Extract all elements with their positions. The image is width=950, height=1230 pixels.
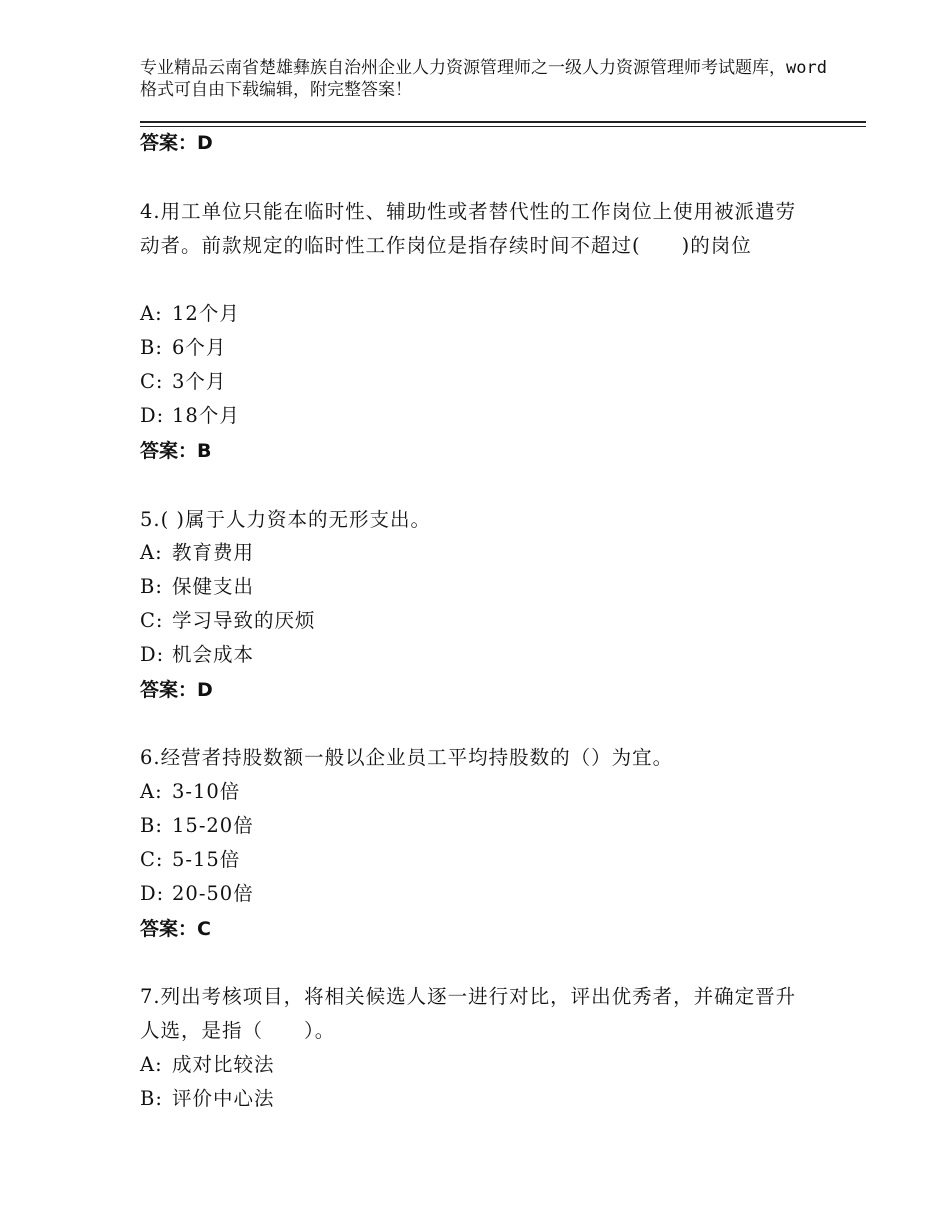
- option-text: 教育费用: [172, 541, 255, 564]
- answer-q5: 答案：D: [140, 679, 213, 701]
- question-4-option-b: [140, 336, 226, 360]
- answer-q3: 答案：D: [140, 132, 213, 154]
- option-label: A:: [140, 302, 163, 325]
- question-7-text: 7.列出考核项目，将相关候选人逐一进行对比，评出优秀者，并确定晋升人选，是指（ ）。: [140, 985, 797, 1042]
- option-label: A:: [140, 541, 163, 564]
- option-label: B:: [140, 814, 163, 837]
- question-6-option-b: [140, 814, 254, 838]
- question-6-option-d: [140, 882, 254, 906]
- question-5-option-a: [140, 541, 254, 565]
- option-label: B:: [140, 1087, 163, 1110]
- question-7-option-a: [140, 1053, 275, 1077]
- option-label: C:: [140, 370, 164, 393]
- question-4-option-d: [140, 404, 240, 428]
- option-text: 15-20倍: [172, 814, 254, 837]
- option-label: D:: [140, 404, 165, 427]
- option-text: 6个月: [172, 336, 227, 359]
- question-4-option-a: [140, 302, 240, 326]
- option-text: 学习导致的厌烦: [172, 609, 316, 632]
- option-text: 18个月: [172, 404, 240, 427]
- question-4-option-c: [140, 370, 226, 394]
- answer-q4: 答案：B: [140, 440, 212, 462]
- question-6-option-a: [140, 780, 240, 804]
- option-label: B:: [140, 336, 163, 359]
- option-label: A:: [140, 780, 163, 803]
- document-header: 专业精品云南省楚雄彝族自治州企业人力资源管理师之一级人力资源管理师考试题库，word格式可自由下载编辑，附完整答案！: [140, 58, 827, 100]
- answer-q6: 答案：C: [140, 918, 211, 940]
- option-text: 保健支出: [172, 575, 255, 598]
- option-label: C:: [140, 609, 164, 632]
- option-label: A:: [140, 1053, 163, 1076]
- question-7-option-b: [140, 1087, 275, 1111]
- option-text: 评价中心法: [172, 1087, 275, 1110]
- option-text: 机会成本: [172, 643, 255, 666]
- question-5-option-b: [140, 575, 254, 599]
- question-5-option-c: [140, 609, 316, 633]
- header-rule-thick: [140, 121, 866, 123]
- question-4-text: 4.用工单位只能在临时性、辅助性或者替代性的工作岗位上使用被派遣劳动者。前款规定的临时性工作岗位是指存续时间不超过( )的岗位: [140, 200, 797, 257]
- question-5-text: 5.( )属于人力资本的无形支出。: [140, 508, 432, 531]
- option-text: 5-15倍: [172, 848, 241, 871]
- question-6-text: 6.经营者持股数额一般以企业员工平均持股数的（）为宜。: [140, 746, 674, 769]
- option-text: 12个月: [172, 302, 240, 325]
- option-label: C:: [140, 848, 164, 871]
- option-label: B:: [140, 575, 163, 598]
- question-5-option-d: [140, 643, 254, 667]
- option-text: 成对比较法: [172, 1053, 275, 1076]
- option-label: D:: [140, 882, 165, 905]
- option-label: D:: [140, 643, 165, 666]
- header-rule-thin: [140, 126, 866, 127]
- option-text: 3个月: [172, 370, 227, 393]
- question-6-option-c: [140, 848, 240, 872]
- option-text: 20-50倍: [172, 882, 254, 905]
- option-text: 3-10倍: [172, 780, 241, 803]
